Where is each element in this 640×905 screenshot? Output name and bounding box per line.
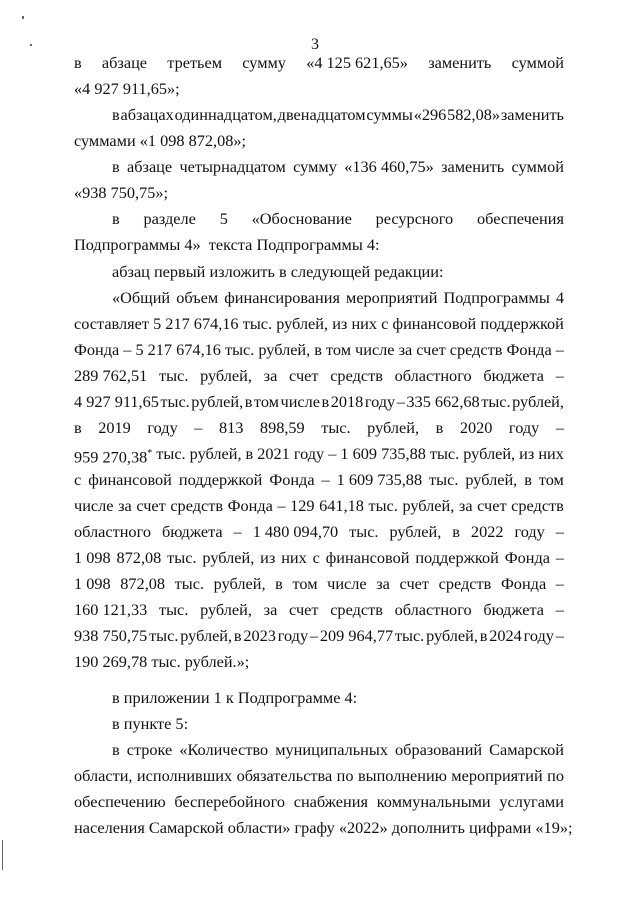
word: тыс. <box>321 418 351 437</box>
word: в <box>112 105 120 124</box>
word: в <box>275 574 283 593</box>
line <box>74 418 564 438</box>
line: суммами «1 098 872,08»; <box>74 131 247 150</box>
word: году <box>514 522 545 541</box>
word: рублей, <box>180 626 233 645</box>
word: суммой <box>511 53 564 72</box>
line: в пункте 5: <box>112 714 189 733</box>
word: 5 217 674,16 <box>153 314 239 333</box>
word: счет <box>289 600 319 619</box>
word: в <box>452 522 460 541</box>
word: «296 <box>413 105 447 124</box>
word: муниципальных <box>275 740 388 759</box>
word: году <box>364 392 396 411</box>
margin-mark <box>30 44 32 46</box>
word: рублей, <box>276 314 329 333</box>
word: по <box>547 766 564 785</box>
footnote-mark: * <box>147 448 153 459</box>
word: за <box>118 496 132 515</box>
word: рублей, <box>426 626 478 645</box>
word: обеспечения <box>477 209 564 228</box>
word: из <box>519 444 535 463</box>
word: 2020 <box>459 418 493 437</box>
word: 335 662,68 <box>406 392 480 411</box>
word: мероприятий <box>451 766 543 785</box>
word: – <box>277 496 286 515</box>
line <box>112 209 564 229</box>
word: Самарской <box>489 740 564 759</box>
word: – <box>555 418 564 437</box>
word: разделе <box>143 209 196 228</box>
word: 2018 <box>330 392 364 411</box>
line <box>74 53 564 73</box>
word: числе <box>74 496 114 515</box>
line <box>112 105 564 125</box>
word: числе <box>327 574 367 593</box>
word: 938 750,75 <box>74 626 148 645</box>
line <box>74 470 564 490</box>
word: – <box>555 340 564 359</box>
word: сумму <box>242 53 286 72</box>
word: – <box>123 340 132 359</box>
word: третьем <box>167 53 223 72</box>
word: в <box>479 626 488 645</box>
word: в <box>435 418 444 437</box>
word: за <box>263 366 278 385</box>
word: финансовой <box>88 470 172 489</box>
line: «938 750,75»; <box>74 183 169 202</box>
word: 582,08» <box>447 105 500 124</box>
word: – <box>555 574 564 593</box>
word: бюджета <box>483 366 545 385</box>
word: в <box>74 418 82 437</box>
word: поддержкой <box>415 548 499 567</box>
word: финансирования <box>224 288 340 307</box>
word: в <box>245 444 254 463</box>
word: рублей, <box>512 392 564 411</box>
word: – <box>233 522 242 541</box>
line <box>74 600 564 620</box>
word: заменить <box>428 53 492 72</box>
word: в <box>321 392 330 411</box>
word: по <box>336 766 354 785</box>
word: средств <box>330 366 383 385</box>
word: в <box>314 340 322 359</box>
word: тыс. <box>167 548 197 567</box>
word: суммой <box>511 157 564 176</box>
word: двенадцатом <box>277 105 366 124</box>
word: 1 609 735,88 <box>340 444 426 463</box>
line <box>74 626 564 646</box>
word: – <box>555 366 564 385</box>
word: абзацах <box>120 105 174 124</box>
word: рублей, <box>213 574 266 593</box>
word: 872,08 <box>120 574 166 593</box>
word: финансовой <box>325 548 410 567</box>
word: «4 125 621,65» <box>306 53 408 72</box>
word: тыс. <box>160 392 190 411</box>
word: обеспечению <box>74 792 166 811</box>
word: тыс. <box>429 470 459 489</box>
word: средств <box>170 496 224 515</box>
word: тыс. <box>242 314 273 333</box>
word: 1 480 094,70 <box>252 522 339 541</box>
line: Подпрограммы 4» текста Подпрограммы 4: <box>74 235 380 254</box>
word: заменить <box>500 105 564 124</box>
margin-mark <box>2 840 3 870</box>
word: одиннадцатом, <box>174 105 277 124</box>
word: счет <box>289 366 319 385</box>
word: счет <box>399 574 429 593</box>
word: области, <box>74 766 133 785</box>
word: областного <box>394 600 472 619</box>
word: счет <box>136 496 166 515</box>
word: счет <box>477 496 507 515</box>
word: тыс. <box>158 600 189 619</box>
word: «136 460,75» <box>344 157 434 176</box>
word: 5 217 674,16 <box>135 340 221 359</box>
word: тыс. <box>156 444 186 463</box>
line <box>112 157 564 177</box>
word: 289 762,51 <box>74 366 148 385</box>
word: средств <box>511 496 564 515</box>
word: 872,08 <box>116 548 162 567</box>
word: рублей, <box>258 340 311 359</box>
word: 209 964,77 <box>319 626 394 645</box>
line <box>74 548 564 568</box>
word: числе <box>280 392 320 411</box>
word: рублей, <box>202 548 255 567</box>
word: рублей, <box>200 600 252 619</box>
word: Фонда <box>227 496 273 515</box>
line <box>112 288 564 308</box>
word: году <box>508 418 540 437</box>
word: них <box>281 548 307 567</box>
word: «Общий <box>112 288 171 307</box>
word: 2024 <box>489 626 522 645</box>
word: 1 098 <box>74 548 111 567</box>
word: рублей, <box>463 444 516 463</box>
word: – <box>321 470 330 489</box>
line <box>74 522 564 542</box>
word: в <box>244 392 253 411</box>
word: областного <box>74 522 151 541</box>
line: абзац первый изложить в следующей редакции: <box>112 262 444 281</box>
word: в <box>112 157 120 176</box>
word: областного <box>394 366 472 385</box>
line <box>112 740 564 760</box>
word: с <box>312 548 320 567</box>
word: 959 270,38* <box>74 447 153 467</box>
word: в <box>112 740 120 759</box>
word: тыс. <box>174 574 205 593</box>
word: поддержкой <box>178 470 263 489</box>
word: 2022 <box>470 522 504 541</box>
word: – <box>555 626 564 645</box>
word: четырнадцатом <box>179 157 286 176</box>
word: суммы <box>366 105 413 124</box>
word: составляет <box>74 314 149 333</box>
word: тыс. <box>349 522 379 541</box>
word: выполнению <box>357 766 447 785</box>
word: снабжения <box>293 792 368 811</box>
word: Фонда <box>74 340 120 359</box>
word: рублей, <box>367 418 420 437</box>
word: бюджета <box>483 600 545 619</box>
word: бесперебойного <box>174 792 285 811</box>
line: в приложении 1 к Подпрограмме 4: <box>112 688 358 707</box>
word: рублей, <box>189 444 242 463</box>
word: 641,18 <box>319 496 364 515</box>
word: рублей, <box>402 496 455 515</box>
word: них <box>538 444 564 463</box>
word: году <box>293 444 325 463</box>
word: за <box>263 600 278 619</box>
word: 813 <box>218 418 244 437</box>
word: сумму <box>293 157 337 176</box>
word: – <box>328 444 337 463</box>
word: поддержкой <box>480 314 564 333</box>
word: 2019 <box>98 418 131 437</box>
word: заменить <box>441 157 505 176</box>
line: «4 927 911,65»; <box>74 79 180 98</box>
word: образований <box>395 740 483 759</box>
word: объем <box>176 288 219 307</box>
word: рублей, <box>191 392 244 411</box>
word: Подпрограммы <box>443 288 550 307</box>
word: в <box>112 209 120 228</box>
word: – <box>309 626 319 645</box>
word: том <box>292 574 318 593</box>
word: году <box>277 626 309 645</box>
word: счет <box>416 340 446 359</box>
word: за <box>398 340 413 359</box>
word: 1 609 735,88 <box>336 470 423 489</box>
line: населения Самарской области» графу «2022» дополнить цифрами «19»; <box>74 818 573 837</box>
word: тыс. <box>158 366 189 385</box>
word: том <box>253 392 279 411</box>
word: тыс. <box>481 392 511 411</box>
word: – <box>555 600 564 619</box>
word: с <box>381 314 389 333</box>
word: них <box>351 314 378 333</box>
word: тыс. <box>149 626 179 645</box>
word: с <box>74 470 82 489</box>
word: году <box>523 626 554 645</box>
word: тыс. <box>368 496 398 515</box>
word: году <box>147 418 178 437</box>
word: – <box>194 418 203 437</box>
word: Фонда <box>500 574 547 593</box>
line <box>74 792 564 812</box>
word: – <box>555 522 564 541</box>
word: числе <box>355 340 395 359</box>
word: «Обоснование <box>251 209 352 228</box>
line <box>74 444 564 467</box>
line <box>74 574 564 594</box>
line <box>74 314 564 334</box>
word: 2023 <box>243 626 276 645</box>
word: в <box>524 470 532 489</box>
line <box>74 496 564 516</box>
word: за <box>458 496 473 515</box>
word: рублей, <box>465 470 518 489</box>
word: из <box>332 314 348 333</box>
word: рублей, <box>200 366 252 385</box>
word: за <box>376 574 390 593</box>
word: – <box>396 392 405 411</box>
word: 898,59 <box>259 418 305 437</box>
line <box>74 366 564 386</box>
word: 129 <box>290 496 315 515</box>
word: том <box>538 470 564 489</box>
line: 190 269,78 тыс. рублей.»; <box>74 652 250 671</box>
word: тыс. <box>429 444 460 463</box>
word: мероприятий <box>346 288 438 307</box>
word: абзаце <box>101 53 148 72</box>
page-number: 3 <box>311 36 319 53</box>
word: 4 927 911,65 <box>74 392 159 411</box>
word: в <box>233 626 242 645</box>
word: средств <box>330 600 383 619</box>
word: строке <box>126 740 173 759</box>
word: Фонда <box>269 470 315 489</box>
word: коммунальными <box>376 792 491 811</box>
word: тыс. <box>394 626 425 645</box>
word: рублей, <box>389 522 442 541</box>
word: Фонда <box>504 548 550 567</box>
word: бюджета <box>161 522 223 541</box>
word: в <box>74 53 82 72</box>
word: тыс. <box>224 340 255 359</box>
word: средств <box>449 340 503 359</box>
word: обязательства <box>236 766 333 785</box>
line <box>74 766 564 786</box>
word: «Количество <box>179 740 269 759</box>
word: 160 121,33 <box>74 600 148 619</box>
word: 4 <box>555 288 564 307</box>
word: финансовой <box>392 314 477 333</box>
word: из <box>260 548 276 567</box>
word: Фонда <box>506 340 552 359</box>
word: абзаце <box>127 157 173 176</box>
word: 2021 <box>257 444 290 463</box>
word: 5 <box>219 209 228 228</box>
line <box>74 340 564 360</box>
word: исполнивших <box>136 766 233 785</box>
word: том <box>325 340 352 359</box>
word: 1 098 <box>74 574 111 593</box>
line <box>74 392 564 412</box>
margin-mark <box>22 16 24 19</box>
word: средств <box>438 574 492 593</box>
word: услугами <box>499 792 564 811</box>
word: ресурсного <box>375 209 454 228</box>
word: – <box>555 548 564 567</box>
